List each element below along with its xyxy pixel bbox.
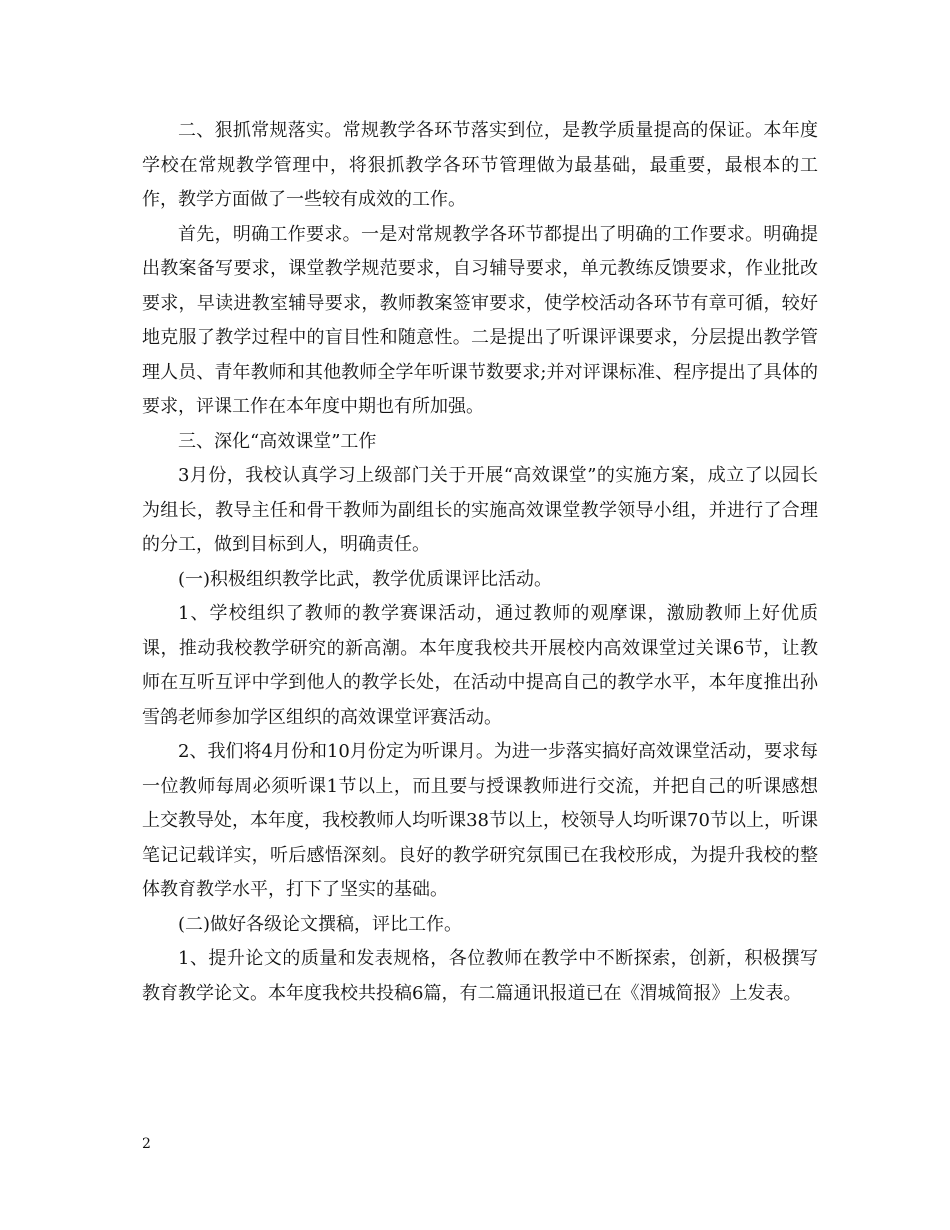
document-body: [142, 114, 818, 1011]
subheading-paper-writing: (二)做好各级论文撰稿，评比工作。: [178, 913, 463, 935]
paragraph-march-plan: 3月份，我校认真学习上级部门关于开展“高效课堂”的实施方案，成立了以园长为组长，教导主任和骨干教师为副组长的实施高效课堂教学领导小组，并进行了合理的分工，做到目标到人，明确责任。: [142, 465, 818, 555]
page-number: 2: [142, 1136, 151, 1152]
subheading-teaching-competition: (一)积极组织教学比武，教学优质课评比活动。: [178, 568, 553, 590]
paragraph-routine-teaching: 二、狠抓常规落实。常规教学各环节落实到位，是教学质量提高的保证。本年度学校在常规教学管理中，将狠抓教学各环节管理做为最基础，最重要，最根本的工作，教学方面做了一些较有成效的工作。: [142, 120, 818, 210]
paragraph-work-requirements: 首先，明确工作要求。一是对常规教学各环节都提出了明确的工作要求。明确提出教案备写要求，课堂教学规范要求，自习辅导要求，单元教练反馈要求，作业批改要求，早读进教室辅导要求，教师教案签审要求，使学校活动各环节有章可循，较好地克服了教学过程中的盲目性和随意性。二是提出了听课评课要求，分层提出教学管理人员、青年教师和其他教师全学年听课节数要求;并对评课标准、程序提出了具体的要求，评课工作在本年度中期也有所加强。: [142, 223, 818, 417]
paragraph-lesson-observation-month: 2、我们将4月份和10月份定为听课月。为进一步落实搞好高效课堂活动，要求每一位教师每周必须听课1节以上，而且要与授课教师进行交流，并把自己的听课感想上交教导处，本年度，我校教师人均听课38节以上，校领导人均听课70节以上，听课笔记记载详实，听后感悟深刻。良好的教学研究氛围已在我校形成，为提升我校的整体教育教学水平，打下了坚实的基础。: [142, 741, 818, 900]
section-heading-efficient-classroom: 三、深化“高效课堂”工作: [178, 430, 377, 452]
paragraph-paper-quality: 1、提升论文的质量和发表规格，各位教师在教学中不断探索，创新，积极撰写教育教学论文。本年度我校共投稿6篇，有二篇通讯报道已在《渭城简报》上发表。: [142, 948, 818, 1004]
paragraph-competition-activities: 1、学校组织了教师的教学赛课活动，通过教师的观摩课，激励教师上好优质课，推动我校教学研究的新高潮。本年度我校共开展校内高效课堂过关课6节，让教师在互听互评中学到他人的教学长处，在活动中提高自己的教学水平，本年度推出孙雪鸽老师参加学区组织的高效课堂评赛活动。: [142, 603, 818, 728]
